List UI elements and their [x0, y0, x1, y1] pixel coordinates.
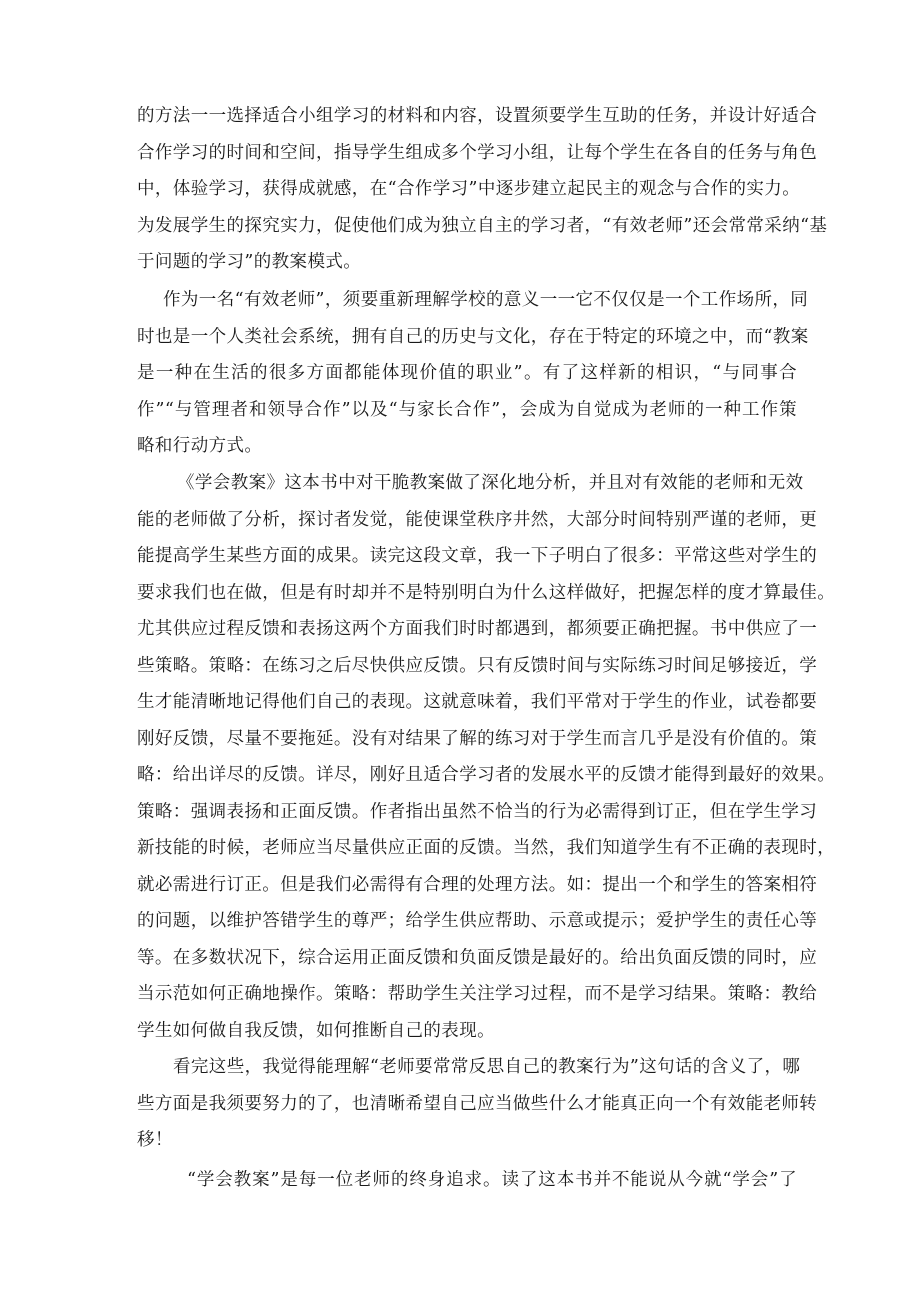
- text-line: 作为一名“有效老师”，须要重新理解学校的意义一一它不仅仅是一个工作场所，同: [163, 290, 809, 310]
- text-line: 看完这些，我觉得能理解“老师要常常反思自己的教案行为”这句话的含义了，哪: [173, 1057, 801, 1077]
- text-line: 学生如何做自我反馈，如何推断自己的表现。: [137, 1020, 495, 1041]
- paragraph-4: [137, 1049, 818, 1159]
- text-line: “学会教案”是每一位老师的终身追求。读了这本书并不能说从今就“学会”了: [187, 1170, 797, 1190]
- text-line: 策略：强调表扬和正面反馈。作者指出虽然不恰当的行为必需得到订正，但在学生学习: [137, 801, 818, 822]
- text-line: 略和行动方式。: [137, 436, 263, 456]
- text-line: 等。在多数状况下，综合运用正面反馈和负面反馈是最好的。给出负面反馈的同时，应: [137, 947, 818, 968]
- text-line: 为发展学生的探究实力，促使他们成为独立自主的学习者，“有效老师”还会常常采纳“基: [137, 215, 828, 236]
- text-line: 些策略。策略：在练习之后尽快供应反馈。只有反馈时间与实际练习时间足够接近，学: [137, 655, 818, 676]
- text-line: 移！: [137, 1130, 173, 1150]
- text-line: 于问题的学习”的教案模式。: [137, 252, 362, 272]
- text-line: 些方面是我须要努力的了，也清晰希望自己应当做些什么才能真正向一个有效能老师转: [137, 1093, 818, 1114]
- text-line: 刚好反馈，尽量不要拖延。没有对结果了解的练习对于学生而言几乎是没有价值的。策: [137, 728, 818, 749]
- text-line: 能的老师做了分析，探讨者发觉，能使课堂秩序井然，大部分时间特别严谨的老师，更: [137, 509, 818, 530]
- text-line: 作”“与管理者和领导合作”以及“与家长合作”，会成为自觉成为老师的一种工作策: [137, 399, 797, 420]
- text-line: 是一种在生活的很多方面都能体现价值的职业”。有了这样新的相识，“与同事合: [137, 363, 797, 383]
- paragraph-3: [137, 465, 836, 1049]
- text-line: 就必需进行订正。但是我们必需得有合理的处理方法。如：提出一个和学生的答案相符: [137, 874, 818, 895]
- text-line: 生才能清晰地记得他们自己的表现。这就意味着，我们平常对于学生的作业，试卷都要: [137, 692, 818, 712]
- text-line: 尤其供应过程反馈和表扬这两个方面我们时时都遇到，都须要正确把握。书中供应了一: [137, 619, 818, 639]
- text-line: 时也是一个人类社会系统，拥有自己的历史与文化，存在于特定的环境之中，而“教案: [137, 326, 809, 347]
- paragraph-5: [137, 1162, 797, 1199]
- paragraph-2: [137, 282, 809, 465]
- text-line: 的方法一一选择适合小组学习的材料和内容，设置须要学生互助的任务，并设计好适合: [137, 106, 818, 126]
- paragraph-1: [137, 98, 828, 281]
- text-line: 的问题，以维护答错学生的尊严；给学生供应帮助、示意或提示；爱护学生的责任心等: [137, 911, 818, 931]
- text-line: 能提高学生某些方面的成果。读完这段文章，我一下子明白了很多：平常这些对学生的: [137, 546, 818, 566]
- text-line: 当示范如何正确地操作。策略：帮助学生关注学习过程，而不是学习结果。策略：教给: [137, 984, 818, 1004]
- text-line: 新技能的时候，老师应当尽量供应正面的反馈。当然，我们知道学生有不正确的表现时，: [137, 838, 836, 858]
- text-line: 合作学习的时间和空间，指导学生组成多个学习小组，让每个学生在各自的任务与角色: [137, 142, 818, 163]
- text-line: 中，体验学习，获得成就感，在“合作学习”中逐步建立起民主的观念与合作的实力。: [137, 179, 801, 199]
- text-line: 《学会教案》这本书中对干脆教案做了深化地分析，并且对有效能的老师和无效: [177, 473, 804, 493]
- text-line: 要求我们也在做，但是有时却并不是特别明白为什么这样做好，把握怎样的度才算最佳。: [137, 582, 836, 603]
- text-line: 略：给出详尽的反馈。详尽，刚好且适合学习者的发展水平的反馈才能得到最好的效果。: [137, 765, 836, 785]
